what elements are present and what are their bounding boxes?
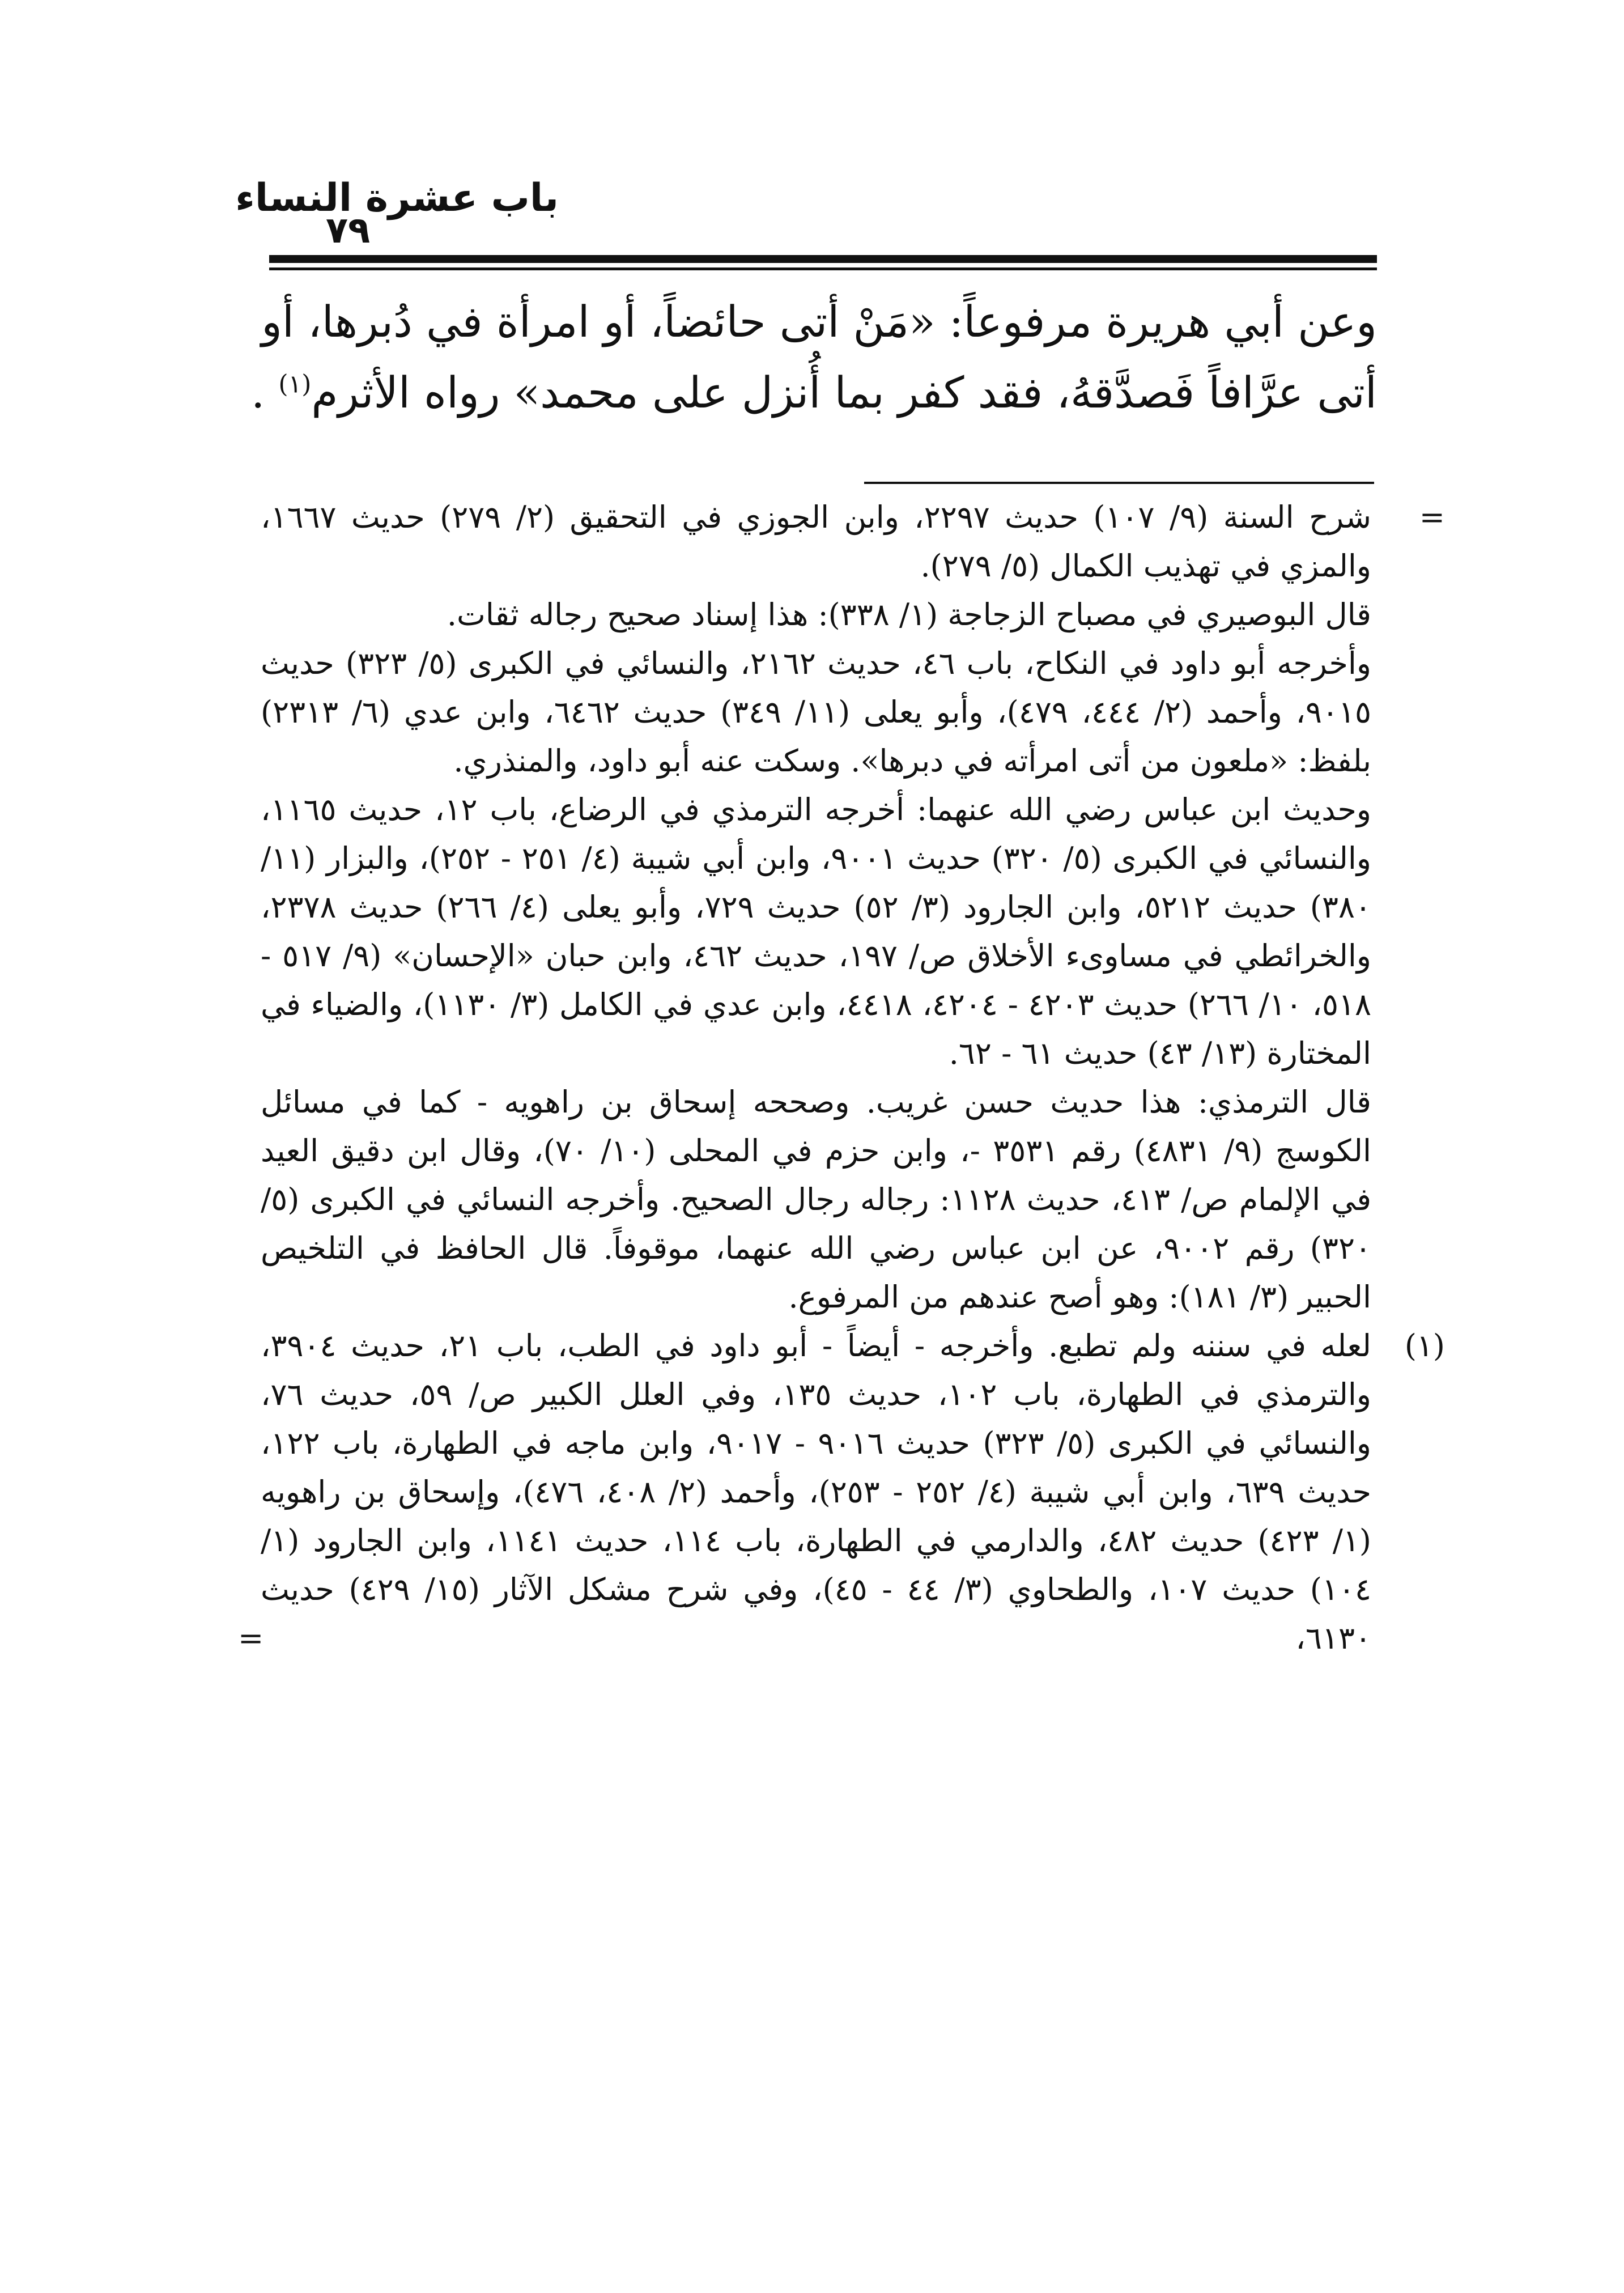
chapter-title: باب عشرة النساء — [235, 176, 559, 220]
footnote-1 — [238, 1322, 1445, 1663]
footnote-paragraph-4: وحديث ابن عباس رضي الله عنهما: أخرجه الترمذي في الرضاع، باب ١٢، حديث ١١٦٥، والنسائي في الكبرى (٥/ ٣٢٠) حديث ٩٠٠١، وابن أبي شيبة (٤/ ٢٥١ - ٢٥٢)، والبزار (١١/ ٣٨٠) حديث ٥٢١٢، وابن الجارود (٣/ ٥٢) حديث ٧٢٩، وأبو يعلى (٤/ ٢٦٦) حديث ٢٣٧٨، والخرائطي في مساوىء الأخلاق ص/ ١٩٧، حديث ٤٦٢، وابن حبان «الإحسان» (٩/ ٥١٧ - ٥١٨، ١٠/ ٢٦٦) حديث ٤٢٠٣ - ٤٢٠٤، ٤٤١٨، وابن عدي في الكامل (٣/ ١١٣٠)، والضياء في المختارة (١٣/ ٤٣) حديث ٦١ - ٦٢. — [261, 792, 1372, 1071]
header-rule-thin — [269, 267, 1377, 270]
footnote-reference[interactable]: (١) — [278, 370, 312, 399]
page-number: ٧٩ — [326, 210, 371, 252]
header-rule-thick — [269, 255, 1377, 263]
main-text — [249, 286, 1377, 428]
footnote-separator — [864, 482, 1374, 484]
continuation-marker: = — [1419, 499, 1445, 535]
footnote-paragraph-5: قال الترمذي: هذا حديث حسن غريب. وصححه إسحاق بن راهويه - كما في مسائل الكوسج (٩/ ٤٨٣١) رقم ٣٥٣١ -، وابن حزم في المحلى (١٠/ ٧٠)، وقال ابن دقيق العيد في الإلمام ص/ ٤١٣، حديث ١١٢٨: رجاله رجال الصحيح. وأخرجه النسائي في الكبرى (٥/ ٣٢٠) رقم ٩٠٠٢، عن ابن عباس رضي الله عنهما، موقوفاً. قال الحافظ في التلخيص الحبير (٣/ ١٨١): وهو أصح عندهم من المرفوع. — [261, 1084, 1372, 1315]
main-text-line-2 — [249, 357, 1377, 428]
main-text-line-2-body: أتى عرَّافاً فَصدَّقهُ، فقد كفر بما أُنزل على محمد» رواه الأثرم — [311, 367, 1377, 418]
main-text-line-1: وعن أبي هريرة مرفوعاً: «مَنْ أتى حائضاً، أو امرأة في دُبرها، أو — [261, 296, 1377, 347]
footnote-continuation — [261, 493, 1445, 591]
footnotes-section — [238, 493, 1445, 1663]
footnote-1-continues-marker: = — [238, 1620, 264, 1656]
footnote-1-text: لعله في سننه ولم تطبع. وأخرجه - أيضاً - أبو داود في الطب، باب ٢١، حديث ٣٩٠٤، والترمذي في الطهارة، باب ١٠٢، حديث ١٣٥، وفي العلل الكبير ص/ ٥٩، حديث ٧٦، والنسائي في الكبرى (٥/ ٣٢٣) حديث ٩٠١٦ - ٩٠١٧، وابن ماجه في الطهارة، باب ١٢٢، حديث ٦٣٩، وابن أبي شيبة (٤/ ٢٥٢ - ٢٥٣)، وأحمد (٢/ ٤٠٨، ٤٧٦)، وإسحاق بن راهويه (١/ ٤٢٣) حديث ٤٨٢، والدارمي في الطهارة، باب ١١٤، حديث ١١٤١، وابن الجارود (١/ ١٠٤) حديث ١٠٧، والطحاوي (٣/ ٤٤ - ٤٥)، وفي شرح مشكل الآثار (١٥/ ٤٢٩) حديث ٦١٣٠، — [261, 1328, 1372, 1656]
footnote-1-marker: (١) — [1404, 1328, 1445, 1364]
footnote-paragraph-2: قال البوصيري في مصباح الزجاجة (١/ ٣٣٨): هذا إسناد صحيح رجاله ثقات. — [447, 597, 1371, 632]
main-text-line-2-end: . — [251, 367, 265, 418]
footnote-paragraph: شرح السنة (٩/ ١٠٧) حديث ٢٢٩٧، وابن الجوزي في التحقيق (٢/ ٢٧٩) حديث ١٦٦٧، والمزي في تهذيب الكمال (٥/ ٢٧٩). — [261, 499, 1372, 584]
footnote-paragraph-3: وأخرجه أبو داود في النكاح، باب ٤٦، حديث ٢١٦٢، والنسائي في الكبرى (٥/ ٣٢٣) حديث ٩٠١٥، وأحمد (٢/ ٤٤٤، ٤٧٩)، وأبو يعلى (١١/ ٣٤٩) حديث ٦٤٦٢، وابن عدي (٦/ ٢٣١٣) بلفظ: «ملعون من أتى امرأته في دبرها». وسكت عنه أبو داود، والمنذري. — [261, 646, 1372, 779]
